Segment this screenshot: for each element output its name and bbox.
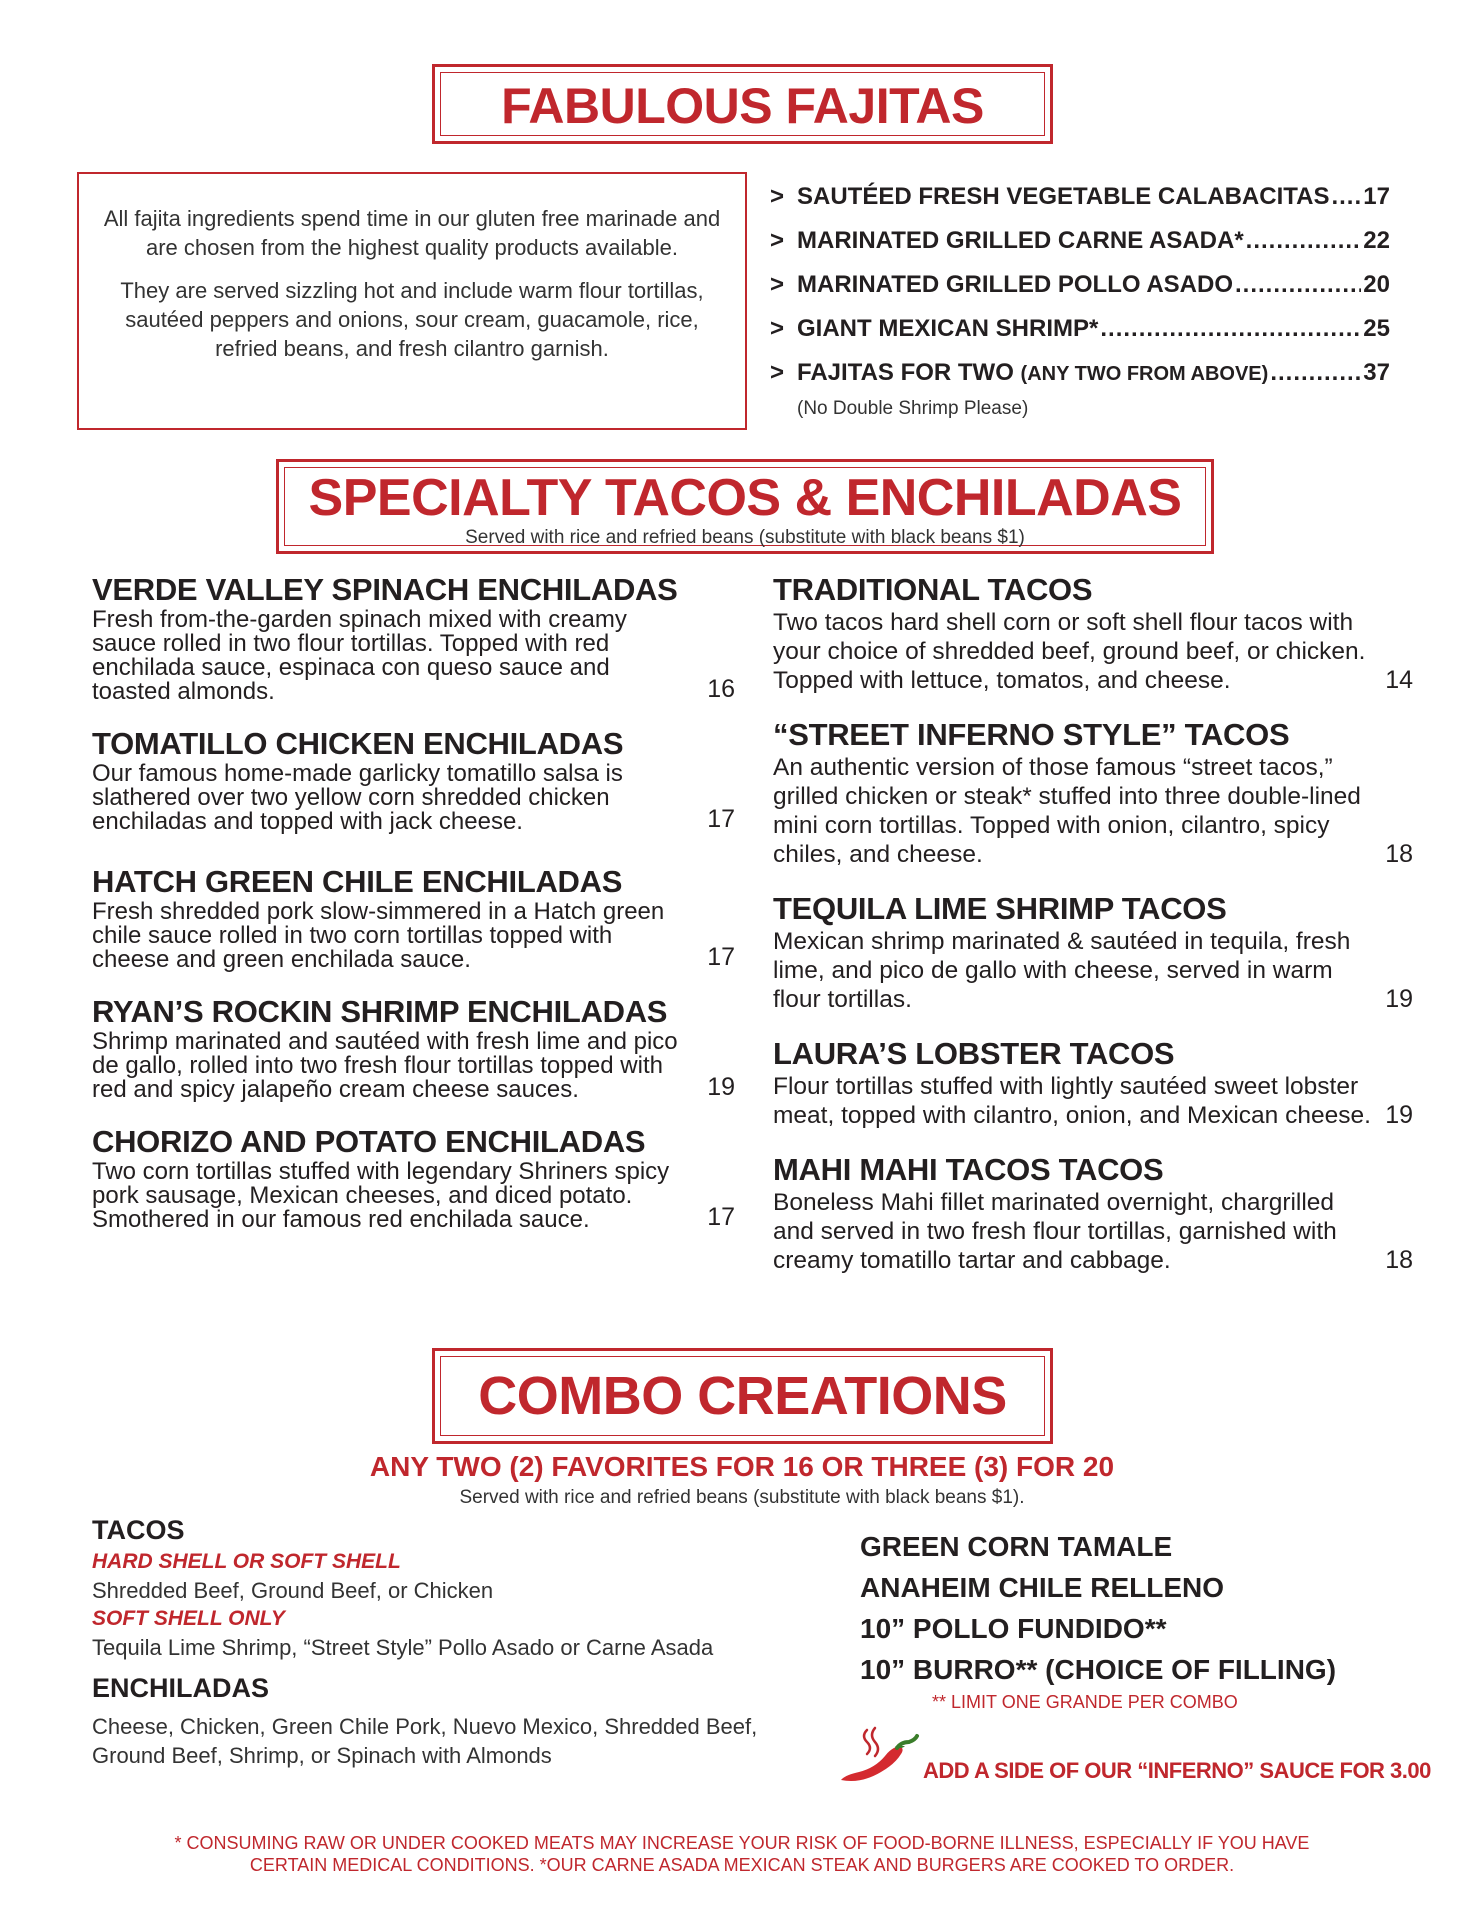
dish-name: MAHI MAHI TACOS TACOS bbox=[773, 1152, 1164, 1187]
menu-dish bbox=[92, 864, 735, 973]
combo-item: GREEN CORN TAMALE bbox=[860, 1531, 1173, 1562]
dish-name: “STREET INFERNO STYLE” TACOS bbox=[773, 717, 1290, 752]
chili-pepper-icon bbox=[835, 1726, 925, 1786]
dot-leader bbox=[1246, 226, 1362, 256]
fajita-item-name-main: FAJITAS FOR TWO bbox=[797, 359, 1021, 386]
arrow-icon: > bbox=[770, 271, 785, 298]
dish-price: 19 bbox=[707, 1073, 735, 1101]
combo-item: 10” POLLO FUNDIDO** bbox=[860, 1613, 1167, 1644]
dish-description: Shrimp marinated and sautéed with fresh lime and pico de gallo, rolled into two fresh flour tortillas topped with red and spicy jalapeño cream cheese sauces. bbox=[92, 1028, 678, 1103]
fajita-item-name: SAUTÉED FRESH VEGETABLE CALABACITAS bbox=[797, 183, 1330, 210]
menu-dish bbox=[92, 994, 735, 1103]
dish-description: An authentic version of those famous “street tacos,” grilled chicken or steak* stuffed into three double-lined mini corn tortillas. Topped with onion, cilantro, spicy chiles, and cheese. bbox=[773, 754, 1361, 868]
menu-dish bbox=[92, 572, 735, 705]
fajita-item bbox=[770, 314, 1390, 358]
fajita-item-name bbox=[797, 358, 1268, 389]
specialty-title: SPECIALTY TACOS & ENCHILADAS bbox=[308, 469, 1182, 527]
dish-price: 18 bbox=[1385, 1246, 1413, 1274]
menu-dish bbox=[773, 572, 1413, 695]
dish-description: Two corn tortillas stuffed with legendary Shriners spicy pork sausage, Mexican cheeses, and diced potato. Smothered in our famous red enchilada sauce. bbox=[92, 1158, 670, 1233]
dish-name: CHORIZO AND POTATO ENCHILADAS bbox=[92, 1124, 646, 1159]
fajitas-banner bbox=[432, 64, 1053, 144]
dish-price: 16 bbox=[707, 675, 735, 703]
fajita-info-paragraph: They are served sizzling hot and include warm flour tortillas, sautéed peppers and onions, sour cream, guacamole, rice, refried beans, and fresh cilantro garnish. bbox=[120, 278, 704, 361]
dish-price: 19 bbox=[1385, 985, 1413, 1013]
combo-item: ANAHEIM CHILE RELLENO bbox=[860, 1572, 1224, 1603]
arrow-icon: > bbox=[770, 183, 785, 210]
fajita-item-price: 25 bbox=[1363, 315, 1390, 342]
fajita-item-name-extra: (ANY TWO FROM ABOVE) bbox=[1020, 363, 1269, 385]
arrow-icon: > bbox=[770, 227, 785, 254]
menu-dish bbox=[773, 891, 1413, 1014]
dish-price: 17 bbox=[707, 805, 735, 833]
fajita-info-box bbox=[77, 172, 747, 430]
fajita-item-name: GIANT MEXICAN SHRIMP* bbox=[797, 315, 1099, 342]
combo-enchiladas-options: Cheese, Chicken, Green Chile Pork, Nuevo Mexico, Shredded Beef, Ground Beef, Shrimp, or Spinach with Almonds bbox=[92, 1714, 758, 1768]
arrow-icon: > bbox=[770, 315, 785, 342]
dot-leader bbox=[1100, 314, 1361, 344]
tacos-column bbox=[773, 572, 1413, 1297]
fajita-info-paragraph: All fajita ingredients spend time in our gluten free marinade and are chosen from the highest quality products available. bbox=[103, 206, 721, 260]
dish-name: HATCH GREEN CHILE ENCHILADAS bbox=[92, 864, 623, 899]
fajita-item-name: MARINATED GRILLED CARNE ASADA* bbox=[797, 227, 1244, 254]
dish-name: LAURA’S LOBSTER TACOS bbox=[773, 1036, 1175, 1071]
combo-tacos-subheading: HARD SHELL OR SOFT SHELL bbox=[92, 1550, 401, 1573]
fajita-item bbox=[770, 270, 1390, 314]
combo-served-note: Served with rice and refried beans (substitute with black beans $1). bbox=[459, 1487, 1025, 1508]
dish-description: Flour tortillas stuffed with lightly sautéed sweet lobster meat, topped with cilantro, onion, and Mexican cheese. bbox=[773, 1073, 1371, 1129]
fajita-item-price: 22 bbox=[1363, 227, 1390, 254]
dot-leader bbox=[1270, 358, 1361, 388]
specialty-banner bbox=[276, 459, 1214, 554]
fajita-item bbox=[770, 358, 1390, 402]
food-safety-disclaimer bbox=[150, 1832, 1334, 1876]
disclaimer-line: * CONSUMING RAW OR UNDER COOKED MEATS MAY INCREASE YOUR RISK OF FOOD-BORNE ILLNESS, ESPECIALLY IF YOU HAVE bbox=[174, 1833, 1310, 1853]
dot-leader bbox=[1331, 182, 1361, 212]
inferno-sauce-promo bbox=[835, 1726, 1435, 1786]
fajita-item bbox=[770, 226, 1390, 270]
dish-description: Fresh shredded pork slow-simmered in a Hatch green chile sauce rolled in two corn tortillas topped with cheese and green enchilada sauce. bbox=[92, 898, 665, 973]
dish-description: Our famous home-made garlicky tomatillo salsa is slathered over two yellow corn shredded chicken enchiladas and topped with jack cheese. bbox=[92, 760, 623, 835]
dish-price: 14 bbox=[1385, 666, 1413, 694]
combo-banner bbox=[432, 1348, 1053, 1444]
menu-dish bbox=[92, 726, 735, 835]
menu-dish bbox=[92, 1124, 735, 1233]
inferno-promo-text: ADD A SIDE OF OUR “INFERNO” SAUCE FOR 3.00 bbox=[923, 1758, 1431, 1783]
menu-dish bbox=[773, 1036, 1413, 1130]
dish-description: Two tacos hard shell corn or soft shell flour tacos with your choice of shredded beef, ground beef, or chicken. Topped with lettuce, tomatos, and cheese. bbox=[773, 609, 1366, 694]
dish-description: Fresh from-the-garden spinach mixed with creamy sauce rolled in two flour tortillas. Topped with red enchilada sauce, espinaca con queso sauce and toasted almonds. bbox=[92, 606, 627, 705]
dish-name: TRADITIONAL TACOS bbox=[773, 572, 1093, 607]
combo-limit-note: ** LIMIT ONE GRANDE PER COMBO bbox=[932, 1692, 1238, 1712]
combo-tagline: ANY TWO (2) FAVORITES FOR 16 OR THREE (3) FOR 20 bbox=[369, 1451, 1115, 1482]
dish-description: Mexican shrimp marinated & sautéed in tequila, fresh lime, and pico de gallo with cheese, served in warm flour tortillas. bbox=[773, 928, 1351, 1013]
fajita-price-list bbox=[770, 182, 1390, 420]
specialty-subtitle: Served with rice and refried beans (substitute with black beans $1) bbox=[465, 527, 1025, 548]
dish-price: 17 bbox=[707, 943, 735, 971]
dish-name: TOMATILLO CHICKEN ENCHILADAS bbox=[92, 726, 624, 761]
dish-description: Boneless Mahi fillet marinated overnight, chargrilled and served in two fresh flour tortillas, garnished with creamy tomatillo tartar and cabbage. bbox=[773, 1189, 1337, 1274]
fajita-note: (No Double Shrimp Please) bbox=[797, 398, 1029, 419]
fajita-item bbox=[770, 182, 1390, 226]
fajita-item-name: MARINATED GRILLED POLLO ASADO bbox=[797, 271, 1233, 298]
arrow-icon: > bbox=[770, 359, 785, 386]
combo-enchiladas-heading: ENCHILADAS bbox=[92, 1673, 270, 1703]
fajitas-title: FABULOUS FAJITAS bbox=[501, 78, 984, 134]
spacer bbox=[92, 1662, 792, 1670]
combo-title: COMBO CREATIONS bbox=[478, 1366, 1007, 1426]
disclaimer-line: CERTAIN MEDICAL CONDITIONS. *OUR CARNE ASADA MEXICAN STEAK AND BURGERS ARE COOKED TO ORDER. bbox=[249, 1855, 1235, 1875]
combo-options-left bbox=[92, 1512, 792, 1770]
dish-price: 17 bbox=[707, 1203, 735, 1231]
combo-tacos-subheading: SOFT SHELL ONLY bbox=[92, 1607, 285, 1630]
dish-name: VERDE VALLEY SPINACH ENCHILADAS bbox=[92, 572, 678, 607]
dish-name: TEQUILA LIME SHRIMP TACOS bbox=[773, 891, 1227, 926]
dish-price: 18 bbox=[1385, 840, 1413, 868]
dot-leader bbox=[1235, 270, 1361, 300]
combo-tacos-heading: TACOS bbox=[92, 1515, 185, 1545]
fajita-item-price: 37 bbox=[1363, 359, 1390, 386]
combo-tacos-options: Tequila Lime Shrimp, “Street Style” Pollo Asado or Carne Asada bbox=[92, 1635, 714, 1660]
fajita-item-price: 17 bbox=[1363, 183, 1390, 210]
fajita-item-price: 20 bbox=[1363, 271, 1390, 298]
combo-tacos-options: Shredded Beef, Ground Beef, or Chicken bbox=[92, 1578, 494, 1603]
combo-options-right bbox=[860, 1526, 1420, 1713]
combo-item: 10” BURRO** (CHOICE OF FILLING) bbox=[860, 1654, 1337, 1685]
dish-price: 19 bbox=[1385, 1101, 1413, 1129]
enchiladas-column bbox=[92, 572, 735, 1254]
menu-dish bbox=[773, 717, 1413, 869]
dish-name: RYAN’S ROCKIN SHRIMP ENCHILADAS bbox=[92, 994, 668, 1029]
menu-dish bbox=[773, 1152, 1413, 1275]
